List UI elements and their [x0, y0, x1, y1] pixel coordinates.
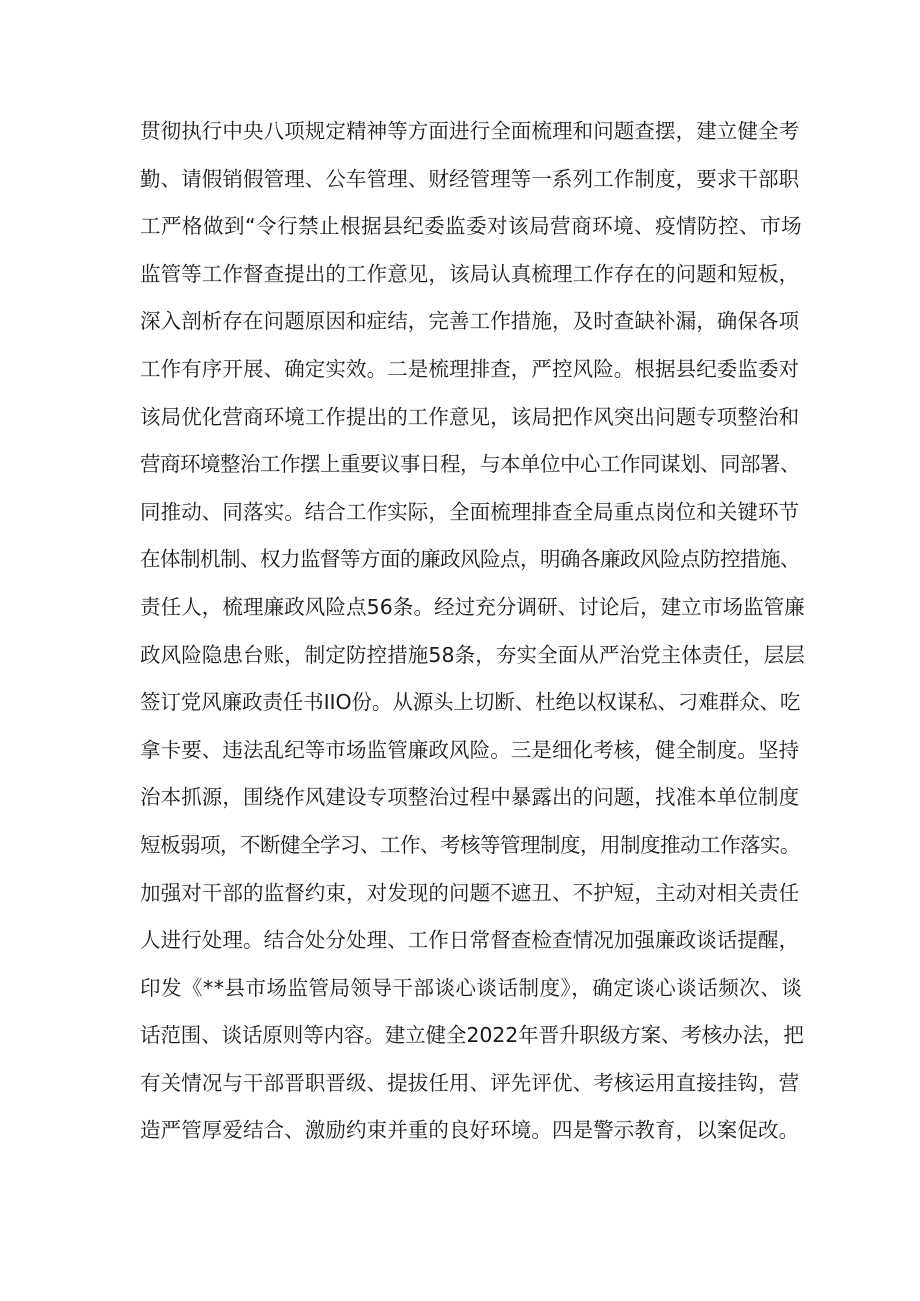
text-line: 治本抓源，围绕作风建设专项整治过程中暴露出的问题，找准本单位制度 — [140, 785, 800, 810]
text-line: 勤、请假销假管理、公车管理、财经管理等一系列工作制度，要求干部职 — [140, 166, 800, 191]
text-line: 政风险隐患台账，制定防控措施58条，夯实全面从严治党主体责任，层层 — [140, 642, 805, 667]
text-line: 在体制机制、权力监督等方面的廉政风险点，明确各廉政风险点防控措施、 — [140, 547, 800, 572]
text-line: 工严格做到“令行禁止根据县纪委监委对该局营商环境、疫情防控、市场 — [140, 214, 803, 239]
text-line: 同推动、同落实。结合工作实际，全面梳理排查全局重点岗位和关键环节 — [140, 499, 800, 524]
body-paragraph — [140, 108, 805, 1155]
text-line: 造严管厚爱结合、激励约束并重的良好环境。四是警示教育，以案促改。 — [140, 1118, 800, 1143]
text-line: 贯彻执行中央八项规定精神等方面进行全面梳理和问题查摆，建立健全考 — [140, 119, 800, 143]
text-line: 该局优化营商环境工作提出的工作意见，该局把作风突出问题专项整治和 — [140, 404, 800, 429]
text-line: 营商环境整治工作摆上重要议事日程，与本单位中心工作同谋划、同部署、 — [140, 452, 800, 477]
text-line: 加强对干部的监督约束，对发现的问题不遮丑、不护短，主动对相关责任 — [140, 880, 800, 905]
text-line: 责任人，梳理廉政风险点56条。经过充分调研、讨论后，建立市场监管廉 — [140, 594, 805, 619]
text-line: 签订党风廉政责任书IIO份。从源头上切断、杜绝以权谋私、刁难群众、吃 — [140, 690, 801, 715]
text-line: 印发《**县市场监管局领导干部谈心谈话制度》，确定谈心谈话频次、谈 — [140, 975, 803, 1000]
text-line: 深入剖析存在问题原因和症结，完善工作措施，及时查缺补漏，确保各项 — [140, 309, 800, 334]
text-line: 有关情况与干部晋职晋级、提拔任用、评先评优、考核运用直接挂钩，营 — [140, 1070, 800, 1095]
text-line: 监管等工作督查提出的工作意见，该局认真梳理工作存在的问题和短板， — [140, 261, 800, 286]
text-line: 人进行处理。结合处分处理、工作日常督查检查情况加强廉政谈话提醒， — [140, 928, 800, 953]
text-line: 工作有序开展、确定实效。二是梳理排查，严控风险。根据县纪委监委对 — [140, 356, 800, 381]
text-line: 拿卡要、违法乱纪等市场监管廉政风险。三是细化考核，健全制度。坚持 — [140, 737, 800, 762]
text-line: 短板弱项，不断健全学习、工作、考核等管理制度，用制度推动工作落实。 — [140, 832, 800, 857]
text-line: 话范围、谈话原则等内容。建立健全2022年晋升职级方案、考核办法，把 — [140, 1023, 804, 1048]
